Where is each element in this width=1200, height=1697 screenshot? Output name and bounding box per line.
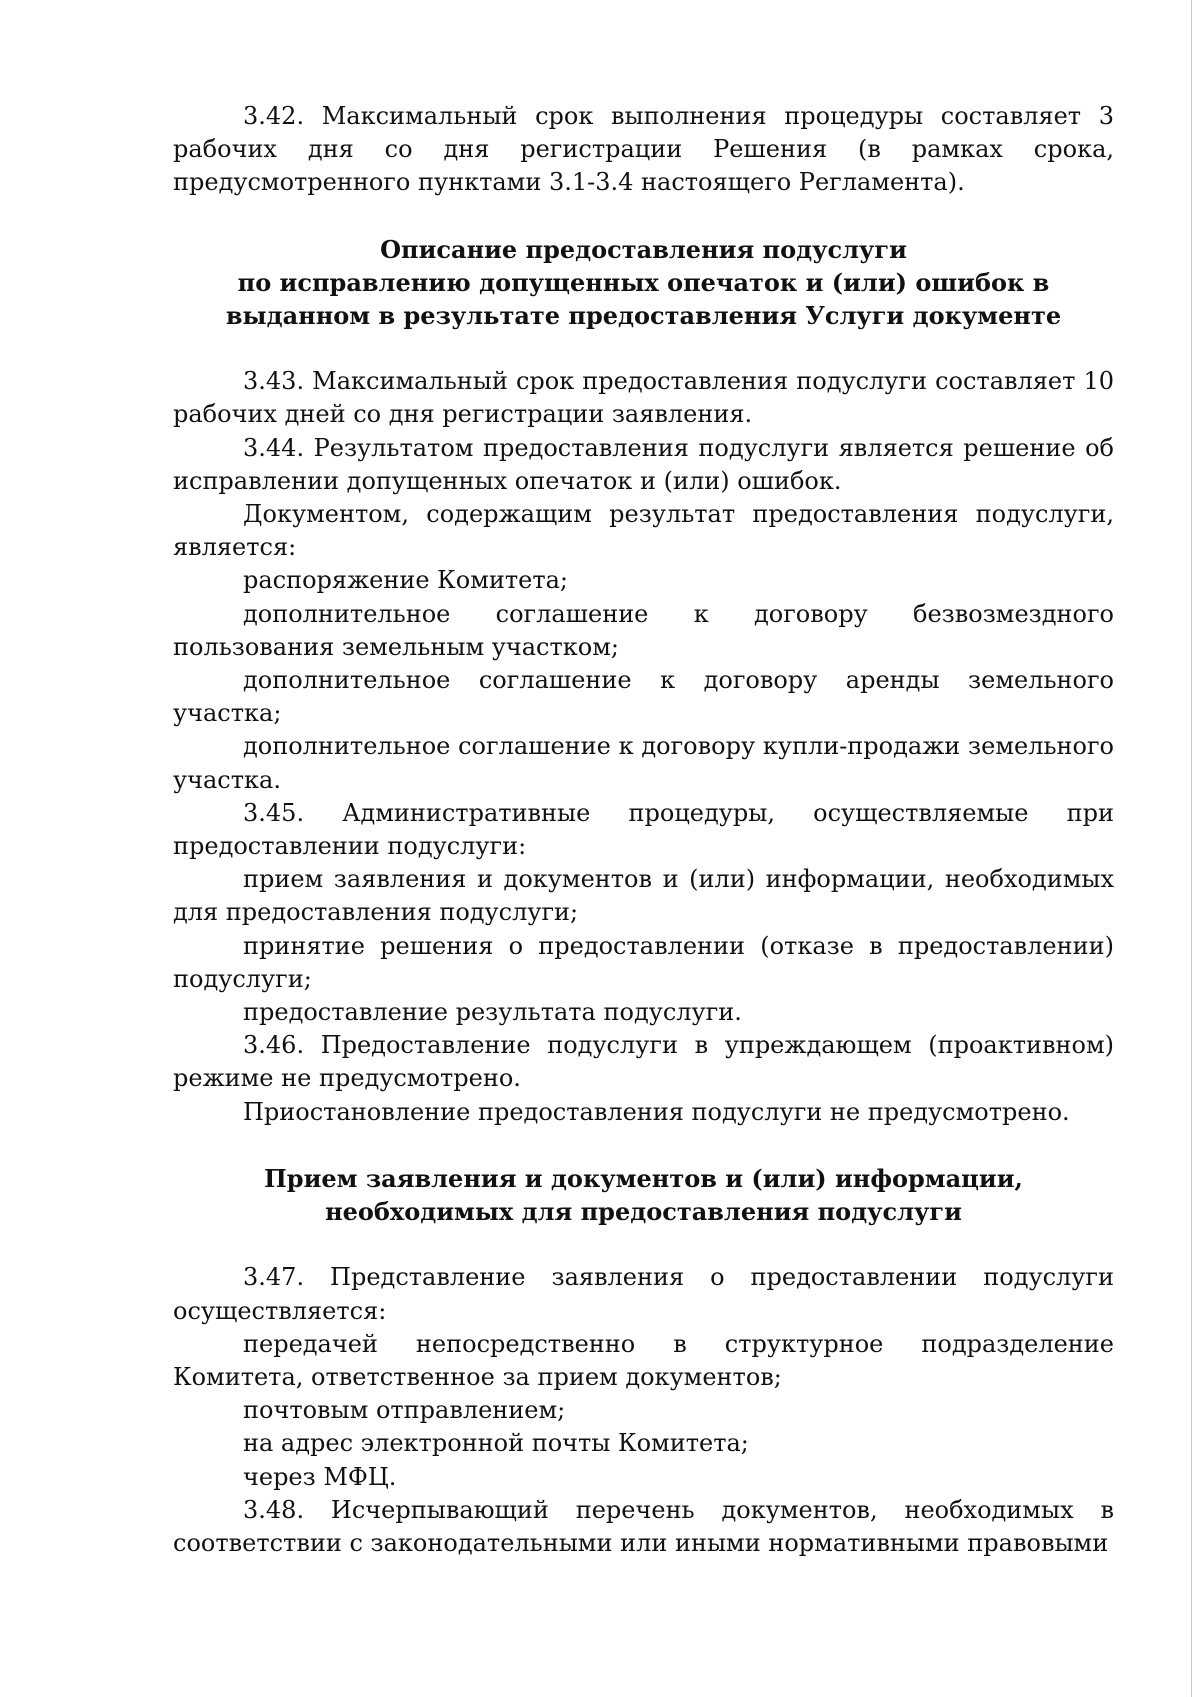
paragraph: 3.44. Результатом предоставления подуслуги является решение об исправлении допущенных опечаток и (или) ошибок. bbox=[173, 433, 1114, 495]
section-heading-line: Прием заявления и документов и (или) информации, bbox=[264, 1163, 1023, 1193]
section-spacer bbox=[173, 200, 1114, 233]
paragraph: 3.45. Административные процедуры, осуществляемые при предоставлении подуслуги: bbox=[173, 798, 1114, 861]
section-heading-line: по исправлению допущенных опечаток и (или) ошибок в bbox=[237, 267, 1050, 297]
section-spacer bbox=[173, 332, 1114, 365]
section-heading-line: необходимых для предоставления подуслуги bbox=[325, 1197, 962, 1227]
paragraph: дополнительное соглашение к договору купли-продажи земельного участка. bbox=[173, 732, 1114, 794]
paragraph: дополнительное соглашение к договору аренды земельного участка; bbox=[173, 666, 1114, 728]
paragraph: 3.48. Исчерпывающий перечень документов, необходимых в соответствии с законодательными или иными нормативными правовыми bbox=[173, 1495, 1114, 1557]
paragraph: дополнительное соглашение к договору безвозмездного пользования земельным участком; bbox=[173, 599, 1114, 661]
paragraph: распоряжение Комитета; bbox=[243, 566, 569, 595]
section-heading-line: Описание предоставления подуслуги bbox=[380, 234, 907, 264]
paragraph: почтовым отправлением; bbox=[243, 1396, 566, 1425]
paragraph: Документом, содержащим результат предоставления подуслуги, является: bbox=[173, 500, 1114, 562]
section-heading-line: выданном в результате предоставления Услуги документе bbox=[225, 301, 1062, 331]
paragraph: через МФЦ. bbox=[243, 1462, 397, 1491]
section-heading bbox=[173, 1162, 1114, 1228]
paragraph: 3.43. Максимальный срок предоставления подуслуги составляет 10 рабочих дней со дня регистрации заявления. bbox=[173, 367, 1114, 429]
paragraph: 3.42. Максимальный срок выполнения процедуры составляет 3 рабочих дня со дня регистрации Решения (в рамках срока, предусмотренного пунктами 3.1-3.4 настоящего Регламента). bbox=[173, 102, 1114, 197]
section-spacer bbox=[173, 1228, 1114, 1261]
paragraph: Приостановление предоставления подуслуги не предусмотрено. bbox=[243, 1097, 1070, 1126]
paragraph: предоставление результата подуслуги. bbox=[243, 998, 742, 1027]
section-spacer bbox=[173, 1129, 1114, 1162]
paragraph: 3.46. Предоставление подуслуги в упреждающем (проактивном) режиме не предусмотрено. bbox=[173, 1031, 1114, 1093]
document-body bbox=[173, 100, 1114, 1560]
section-heading bbox=[173, 233, 1114, 333]
paragraph: принятие решения о предоставлении (отказе в предоставлении) подуслуги; bbox=[173, 931, 1114, 993]
paragraph: 3.47. Представление заявления о предоставлении подуслуги осуществляется: bbox=[173, 1263, 1114, 1325]
paragraph: на адрес электронной почты Комитета; bbox=[243, 1429, 749, 1458]
page-edge-line bbox=[1191, 0, 1192, 1697]
paragraph: передачей непосредственно в структурное подразделение Комитета, ответственное за прием документов; bbox=[173, 1329, 1114, 1391]
paragraph: прием заявления и документов и (или) информации, необходимых для предоставления подуслуги; bbox=[173, 865, 1114, 927]
